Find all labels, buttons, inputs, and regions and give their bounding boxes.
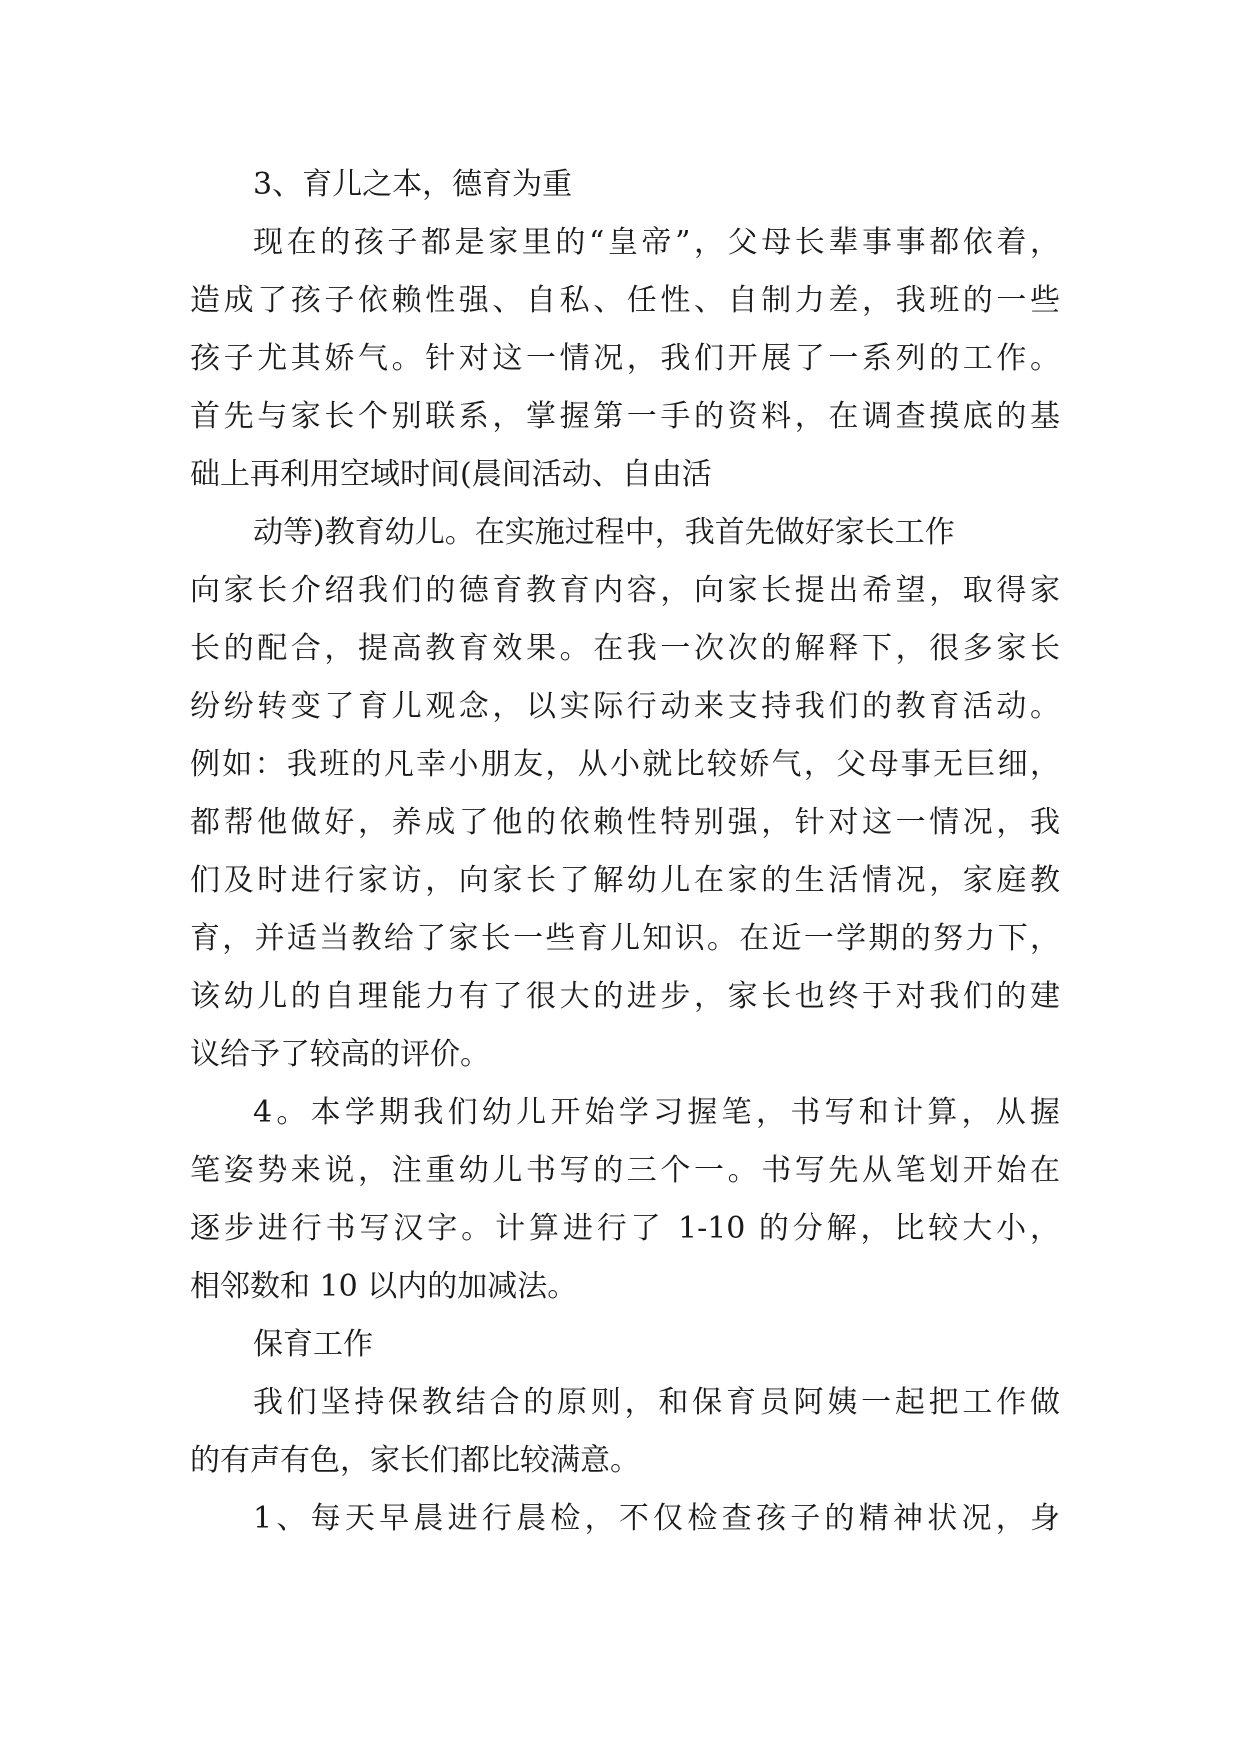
text-line: 相邻数和 10 以内的加减法。 — [190, 1269, 578, 1304]
text-line: 长的配合，提高教育效果。在我一次次的解释下，很多家长 — [190, 631, 1060, 666]
text-line: 动等)教育幼儿。在实施过程中，我首先做好家长工作 — [253, 515, 955, 550]
text-line: 4。本学期我们幼儿开始学习握笔，书写和计算，从握 — [253, 1095, 1060, 1130]
text-line: 纷纷转变了育儿观念，以实际行动来支持我们的教育活动。 — [190, 689, 1060, 724]
text-line: 育，并适当教给了家长一些育儿知识。在近一学期的努力下， — [190, 921, 1060, 956]
text-line: 笔姿势来说，注重幼儿书写的三个一。书写先从笔划开始在 — [190, 1153, 1060, 1188]
text-line: 首先与家长个别联系，掌握第一手的资料，在调查摸底的基 — [190, 399, 1060, 434]
text-line: 都帮他做好，养成了他的依赖性特别强，针对这一情况，我 — [190, 805, 1060, 840]
text-line: 造成了孩子依赖性强、自私、任性、自制力差，我班的一些 — [190, 283, 1060, 318]
text-line: 3、育儿之本，德育为重 — [253, 167, 573, 202]
text-line: 议给予了较高的评价。 — [190, 1037, 490, 1072]
text-line: 础上再利用空域时间(晨间活动、自由活 — [190, 457, 712, 492]
text-line: 向家长介绍我们的德育教育内容，向家长提出希望，取得家 — [190, 573, 1060, 608]
text-line: 逐步进行书写汉字。计算进行了 1-10 的分解，比较大小， — [190, 1211, 1060, 1246]
text-line: 们及时进行家访，向家长了解幼儿在家的生活情况，家庭教 — [190, 863, 1060, 898]
text-line: 该幼儿的自理能力有了很大的进步，家长也终于对我们的建 — [190, 979, 1060, 1014]
text-line: 现在的孩子都是家里的“皇帝”，父母长辈事事都依着， — [253, 225, 1060, 260]
text-line: 的有声有色，家长们都比较满意。 — [190, 1443, 640, 1478]
text-line: 例如：我班的凡幸小朋友，从小就比较娇气，父母事无巨细， — [190, 747, 1060, 782]
text-line: 孩子尤其娇气。针对这一情况，我们开展了一系列的工作。 — [190, 341, 1060, 376]
text-line: 1、每天早晨进行晨检，不仅检查孩子的精神状况，身 — [253, 1501, 1060, 1536]
section-heading: 保育工作 — [253, 1327, 373, 1362]
text-line: 我们坚持保教结合的原则，和保育员阿姨一起把工作做 — [253, 1385, 1060, 1420]
